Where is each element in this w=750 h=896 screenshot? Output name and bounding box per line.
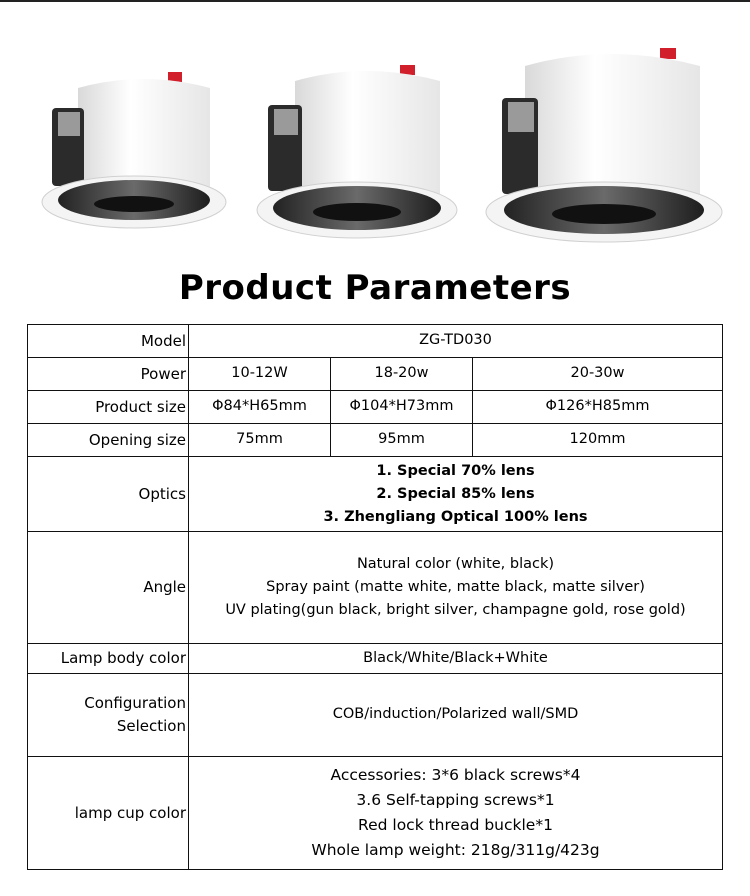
- model-value: ZG-TD030: [189, 325, 723, 358]
- table-row-lamp-body-color: [28, 644, 723, 674]
- configuration-label: [28, 674, 189, 757]
- optics-line-1: 1. Special 70% lens: [376, 462, 535, 479]
- table-row-configuration: [28, 674, 723, 757]
- configuration-value: COB/induction/Polarized wall/SMD: [189, 674, 723, 757]
- lamp-cup-line-1: Accessories: 3*6 black screws*4: [330, 766, 581, 784]
- lamp-small-image: [38, 60, 233, 230]
- angle-line-2: Spray paint (matte white, matte black, matte silver): [266, 579, 645, 595]
- product-size-value-2: Φ104*H73mm: [331, 391, 473, 424]
- lamp-cup-color-value: [189, 757, 723, 870]
- lamp-cup-line-4: Whole lamp weight: 218g/311g/423g: [311, 841, 600, 859]
- lamp-cup-color-label: lamp cup color: [28, 757, 189, 870]
- configuration-label-line-2: Selection: [116, 717, 186, 735]
- lamp-cup-line-3: Red lock thread buckle*1: [358, 816, 553, 834]
- table-row-product-size: [28, 391, 723, 424]
- lamp-cup-line-2: 3.6 Self-tapping screws*1: [356, 791, 555, 809]
- power-label: Power: [28, 358, 189, 391]
- power-value-1: 10-12W: [189, 358, 331, 391]
- angle-value: [189, 532, 723, 644]
- opening-size-value-1: 75mm: [189, 424, 331, 457]
- table-row-angle: [28, 532, 723, 644]
- product-images: [0, 30, 750, 260]
- optics-label: Optics: [28, 457, 189, 532]
- product-size-value-1: Φ84*H65mm: [189, 391, 331, 424]
- optics-line-3: 3. Zhengliang Optical 100% lens: [323, 508, 588, 525]
- opening-size-label: Opening size: [28, 424, 189, 457]
- opening-size-value-2: 95mm: [331, 424, 473, 457]
- angle-label: Angle: [28, 532, 189, 644]
- power-value-3: 20-30w: [473, 358, 723, 391]
- table-row-lamp-cup-color: [28, 757, 723, 870]
- configuration-label-line-1: Configuration: [84, 694, 186, 712]
- table-row-opening-size: [28, 424, 723, 457]
- table-row-power: [28, 358, 723, 391]
- parameters-table: [27, 324, 723, 870]
- lamp-body-color-value: Black/White/Black+White: [189, 644, 723, 674]
- table-row-optics: [28, 457, 723, 532]
- optics-line-2: 2. Special 85% lens: [376, 485, 535, 502]
- optics-value: [189, 457, 723, 532]
- model-label: Model: [28, 325, 189, 358]
- angle-line-1: Natural color (white, black): [356, 556, 555, 572]
- lamp-medium-image: [250, 55, 465, 240]
- top-border: [0, 0, 750, 2]
- power-value-2: 18-20w: [331, 358, 473, 391]
- lamp-large-image: [480, 40, 725, 250]
- product-size-label: Product size: [28, 391, 189, 424]
- table-row-model: [28, 325, 723, 358]
- angle-line-3: UV plating(gun black, bright silver, champagne gold, rose gold): [225, 602, 686, 618]
- page-title: Product Parameters: [178, 268, 572, 308]
- lamp-body-color-label: Lamp body color: [28, 644, 189, 674]
- opening-size-value-3: 120mm: [473, 424, 723, 457]
- product-size-value-3: Φ126*H85mm: [473, 391, 723, 424]
